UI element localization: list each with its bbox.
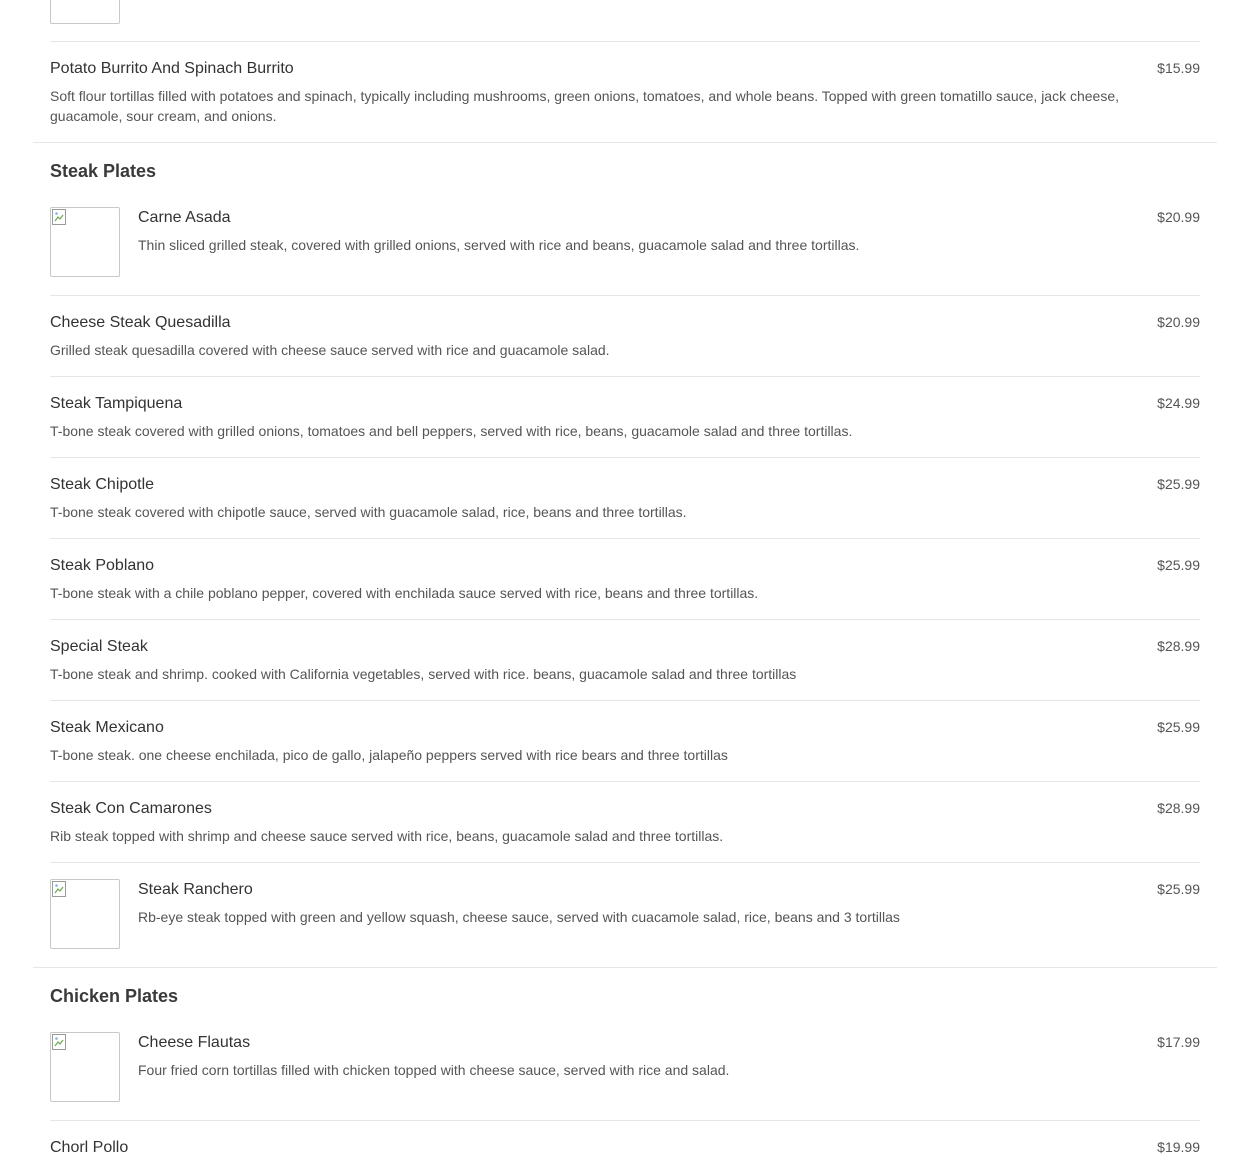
item-divider bbox=[50, 41, 1200, 42]
item-description: Rib steak topped with shrimp and cheese sauce served with rice, beans, guacamole salad and three tortillas. bbox=[50, 828, 724, 844]
section-title-chicken-plates: Chicken Plates bbox=[50, 986, 179, 1006]
item-divider bbox=[50, 376, 1200, 377]
section-divider bbox=[33, 967, 1217, 968]
item-price: $15.99 bbox=[1157, 60, 1200, 76]
item-name: Chorl Pollo bbox=[50, 1139, 129, 1156]
item-description: Rb-eye steak topped with green and yellow squash, cheese sauce, served with cuacamole salad, rice, beans and 3 tortillas bbox=[138, 909, 900, 925]
menu-item-image[interactable] bbox=[50, 207, 120, 277]
item-divider bbox=[50, 538, 1200, 539]
item-description: T-bone steak covered with chipotle sauce, served with guacamole salad, rice, beans and three tortillas. bbox=[50, 504, 687, 520]
menu-item-image[interactable] bbox=[50, 879, 120, 949]
item-name: Steak Ranchero bbox=[138, 881, 253, 898]
item-description: T-bone steak. one cheese enchilada, pico de gallo, jalapeño peppers served with rice bears and three tortillas bbox=[50, 747, 728, 763]
menu-item-image[interactable] bbox=[50, 0, 120, 24]
section-divider bbox=[33, 142, 1217, 143]
item-description: T-bone steak and shrimp. cooked with California vegetables, served with rice. beans, guacamole salad and three tortillas bbox=[50, 666, 797, 682]
item-name: Steak Con Camarones bbox=[50, 800, 212, 817]
item-price: $28.99 bbox=[1157, 800, 1200, 816]
item-name: Steak Mexicano bbox=[50, 719, 164, 736]
item-price: $25.99 bbox=[1157, 557, 1200, 573]
item-price: $17.99 bbox=[1157, 1034, 1200, 1050]
item-description: T-bone steak with a chile poblano pepper, covered with enchilada sauce served with rice, beans and three tortillas. bbox=[50, 585, 759, 601]
item-price: $20.99 bbox=[1157, 209, 1200, 225]
item-description: T-bone steak covered with grilled onions, tomatoes and bell peppers, served with rice, beans, guacamole salad and three tortillas. bbox=[50, 423, 853, 439]
item-name: Cheese Steak Quesadilla bbox=[50, 314, 231, 331]
broken-image-icon bbox=[52, 209, 66, 225]
item-name: Steak Tampiquena bbox=[50, 395, 183, 412]
item-divider bbox=[50, 619, 1200, 620]
item-divider bbox=[50, 781, 1200, 782]
broken-image-icon bbox=[52, 881, 66, 897]
item-price: $25.99 bbox=[1157, 881, 1200, 897]
item-name: Carne Asada bbox=[138, 209, 231, 226]
item-price: $28.99 bbox=[1157, 638, 1200, 654]
broken-image-icon bbox=[52, 1034, 66, 1050]
section-title-steak-plates: Steak Plates bbox=[50, 161, 157, 181]
item-divider bbox=[50, 1120, 1200, 1121]
item-divider bbox=[50, 700, 1200, 701]
item-name: Special Steak bbox=[50, 638, 148, 655]
item-price: $25.99 bbox=[1157, 476, 1200, 492]
item-name: Steak Poblano bbox=[50, 557, 155, 574]
item-price: $24.99 bbox=[1157, 395, 1200, 411]
item-price: $19.99 bbox=[1157, 1139, 1200, 1155]
item-name: Cheese Flautas bbox=[138, 1034, 251, 1051]
item-description: Soft flour tortillas filled with potatoes and spinach, typically including mushrooms, green onions, tomatoes, and whole beans. Topped with green tomatillo sauce, jack cheese, guacamole, sour cream, and onions. bbox=[50, 88, 1120, 124]
item-name: Potato Burrito And Spinach Burrito bbox=[50, 60, 294, 77]
item-divider bbox=[50, 457, 1200, 458]
item-price: $25.99 bbox=[1157, 719, 1200, 735]
item-description: Thin sliced grilled steak, covered with grilled onions, served with rice and beans, guacamole salad and three tortillas. bbox=[138, 237, 860, 253]
item-name: Steak Chipotle bbox=[50, 476, 155, 493]
item-price: $20.99 bbox=[1157, 314, 1200, 330]
item-divider bbox=[50, 862, 1200, 863]
item-divider bbox=[50, 295, 1200, 296]
item-description: Four fried corn tortillas filled with chicken topped with cheese sauce, served with rice and salad. bbox=[138, 1062, 730, 1078]
item-description: Grilled steak quesadilla covered with cheese sauce served with rice and guacamole salad. bbox=[50, 342, 610, 358]
menu-item-image[interactable] bbox=[50, 1032, 120, 1102]
